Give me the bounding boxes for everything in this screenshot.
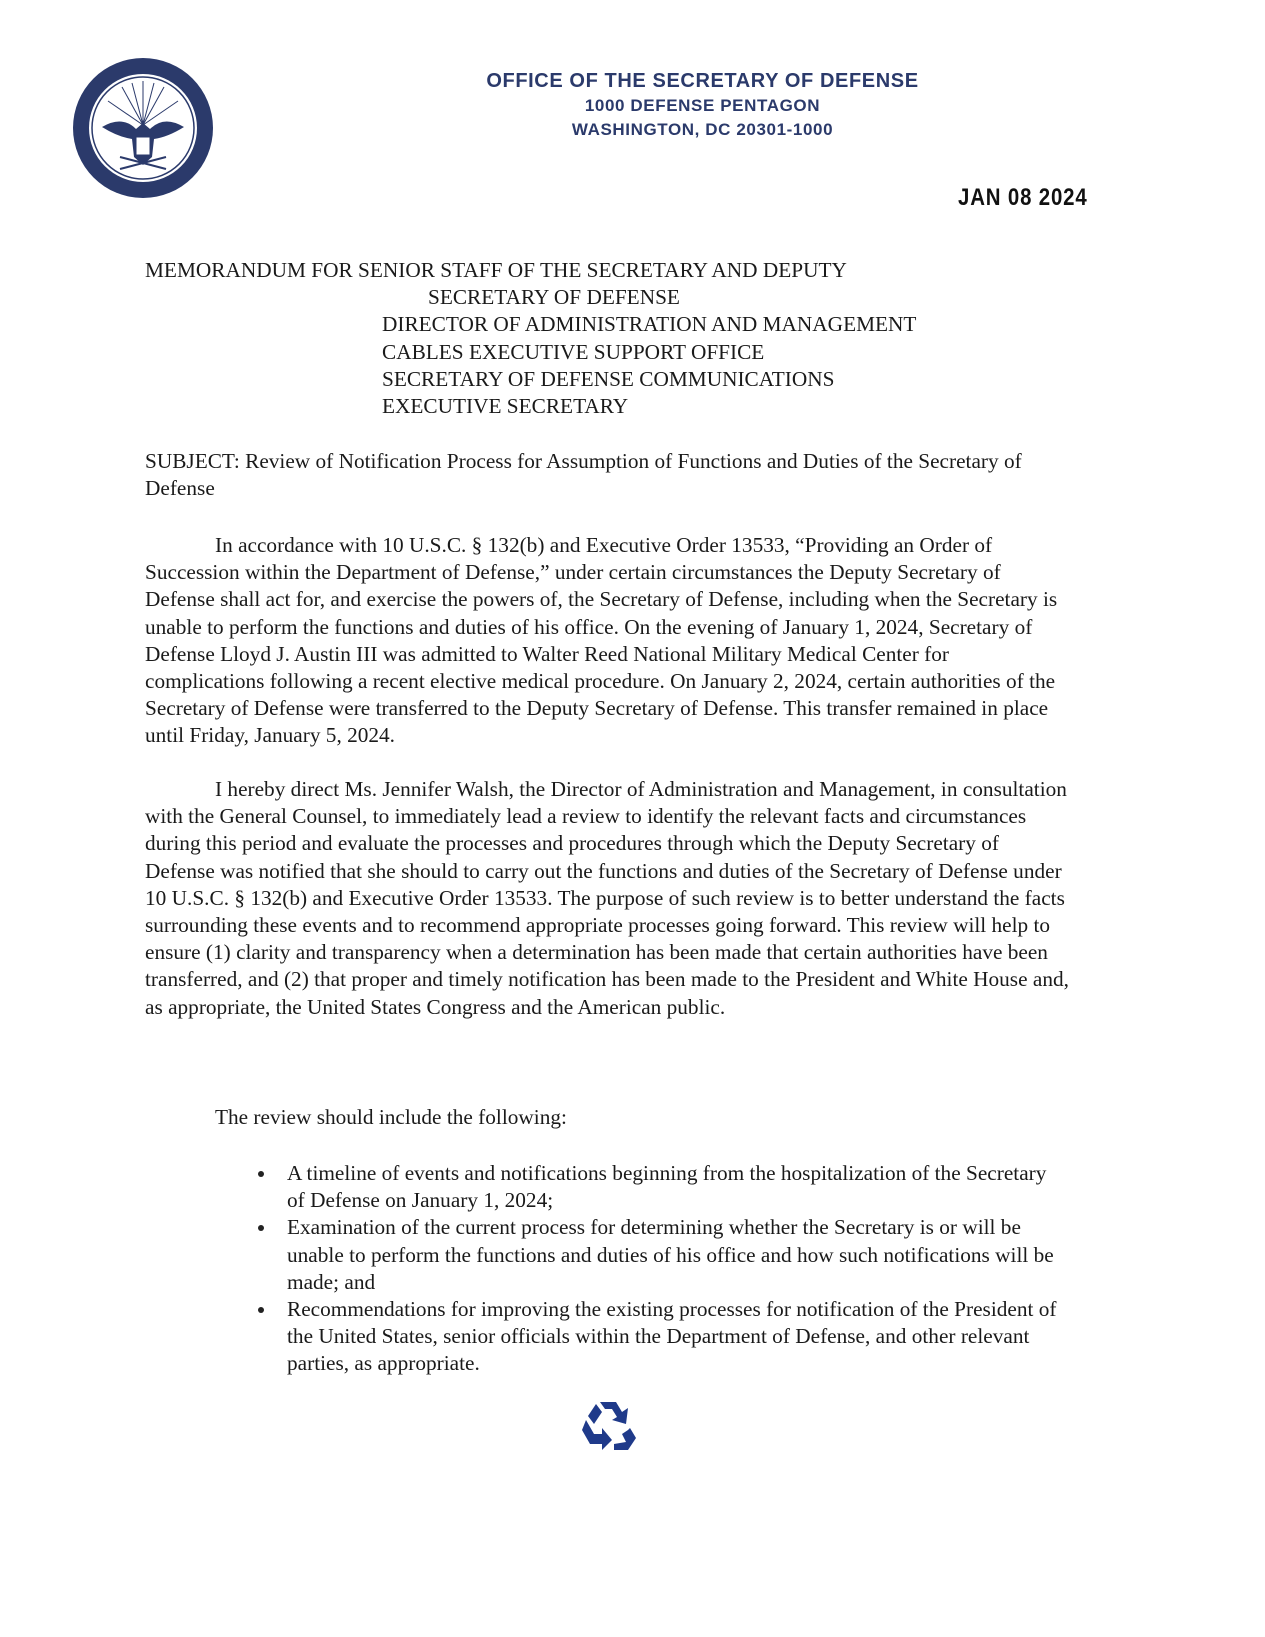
- body-paragraph: I hereby direct Ms. Jennifer Walsh, the Director of Administration and Management, in consultation with the General Counsel, to immediately lead a review to identify the relevant facts and circumstances during this period and evaluate the processes and procedures through which the Deputy Secretary of Defense was notified that she should to carry out the functions and duties of the Secretary of Defense under 10 U.S.C. § 132(b) and Executive Order 13533. The purpose of such review is to better understand the facts surrounding these events and to recommend appropriate processes going forward. This review will help to ensure (1) clarity and transparency when a determination has been made that certain authorities have been transferred, and (2) that proper and timely notification has been made to the President and White House and, as appropriate, the United States Congress and the American public.: [145, 777, 1069, 1019]
- subject-line: SUBJECT: Review of Notification Process for Assumption of Functions and Duties of the Secretary of Defense: [145, 449, 1022, 501]
- review-items-list: [258, 1160, 1058, 1378]
- memo-addressees: [145, 257, 916, 420]
- body-paragraph: The review should include the following:: [215, 1105, 567, 1129]
- letterhead-address-2: WASHINGTON, DC 20301-1000: [571, 120, 834, 139]
- memo-recipient: CABLES EXECUTIVE SUPPORT OFFICE: [382, 339, 765, 364]
- recycle-icon: [580, 1398, 638, 1454]
- list-item: A timeline of events and notifications beginning from the hospitalization of the Secretary of Defense on January 1, 2024;: [258, 1160, 1058, 1214]
- list-item: Examination of the current process for determining whether the Secretary is or will be unable to perform the functions and duties of his office and how such notifications will be made; and: [258, 1214, 1058, 1296]
- date-stamp: JAN 08 2024: [958, 184, 1088, 211]
- letterhead-office: OFFICE OF THE SECRETARY OF DEFENSE: [486, 70, 919, 92]
- memo-line: MEMORANDUM FOR SENIOR STAFF OF THE SECRETARY AND DEPUTY: [145, 258, 847, 282]
- memo-recipient: EXECUTIVE SECRETARY: [382, 394, 629, 419]
- memo-recipient: DIRECTOR OF ADMINISTRATION AND MANAGEMENT: [382, 312, 917, 337]
- body-paragraph: In accordance with 10 U.S.C. § 132(b) and Executive Order 13533, “Providing an Order of Succession within the Department of Defense,” under certain circumstances the Deputy Secretary of Defense shall act for, and exercise the powers of, the Secretary of Defense, including when the Secretary is unable to perform the functions and duties of his office. On the evening of January 1, 2024, Secretary of Defense Lloyd J. Austin III was admitted to Walter Reed National Military Medical Center for complications following a recent elective medical procedure. On January 2, 2024, certain authorities of the Secretary of Defense were transferred to the Deputy Secretary of Defense. This transfer remained in place until Friday, January 5, 2024.: [145, 533, 1058, 748]
- letterhead-address-1: 1000 DEFENSE PENTAGON: [584, 96, 821, 115]
- memo-line: SECRETARY OF DEFENSE: [428, 285, 680, 310]
- memo-recipient: SECRETARY OF DEFENSE COMMUNICATIONS: [382, 366, 835, 391]
- list-item: Recommendations for improving the existing processes for notification of the President of the United States, senior officials within the Department of Defense, and other relevant parties, as appropriate.: [258, 1296, 1058, 1378]
